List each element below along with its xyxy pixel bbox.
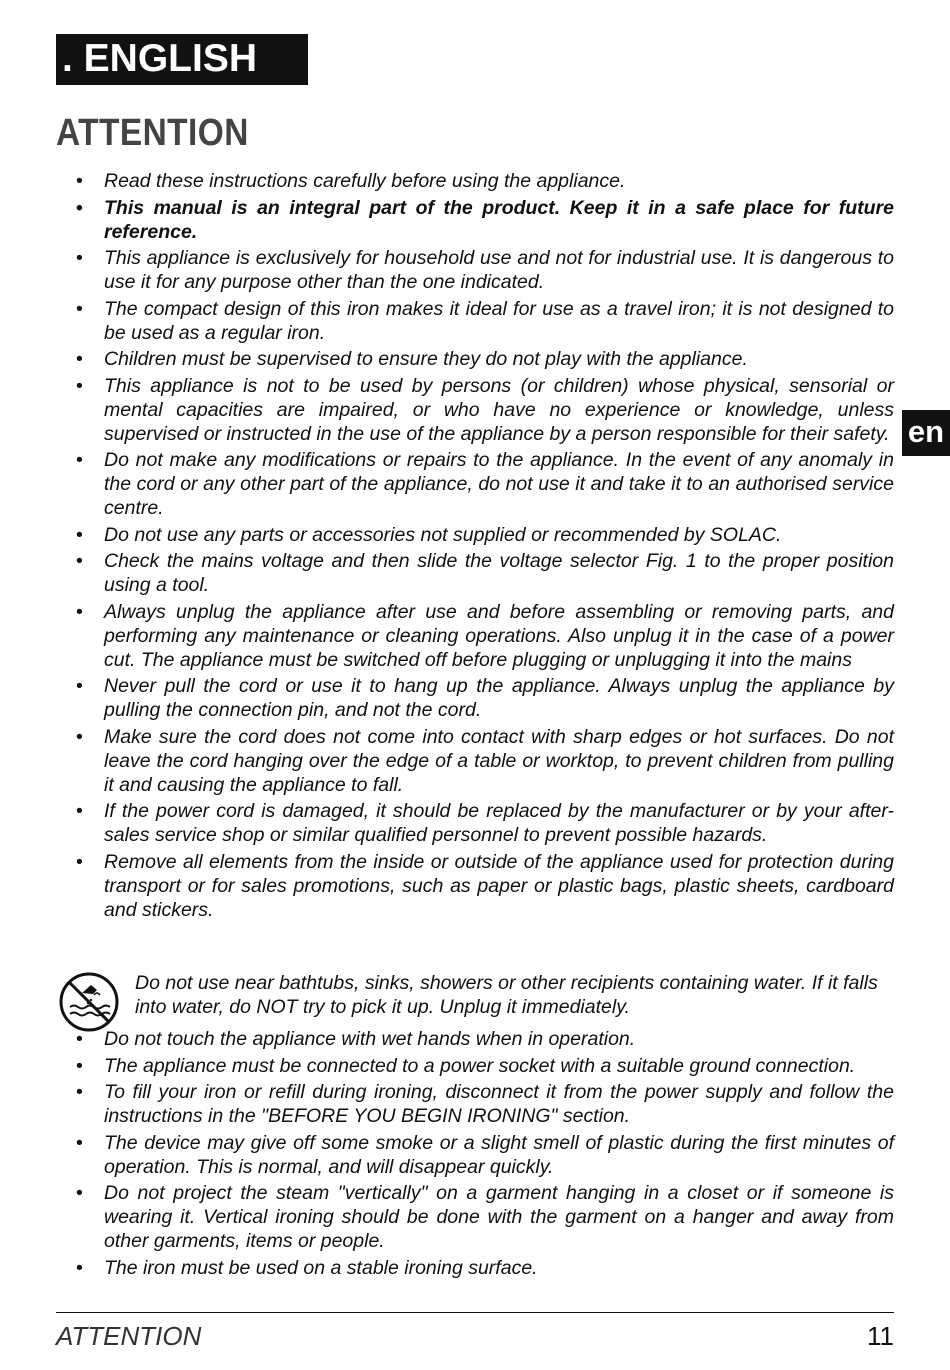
page-number: 11 xyxy=(867,1321,894,1351)
warning-text: Do not use near bathtubs, sinks, showers or other recipients containing water. If it falls into water, do NOT try to pick it up. Unplug it immediately. xyxy=(135,972,878,1018)
warnings-list-secondary xyxy=(76,1027,894,1282)
list-item: • Do not make any modifications or repairs to the appliance. In the event of any anomaly in the cord or any other part of the appliance, do not use it and take it to an authorised service centre. xyxy=(76,448,894,520)
list-item: • Do not touch the appliance with wet hands when in operation. xyxy=(76,1027,894,1051)
warnings-list-main xyxy=(76,169,894,924)
list-item: • The iron must be used on a stable ironing surface. xyxy=(76,1256,894,1280)
list-item: • If the power cord is damaged, it should be replaced by the manufacturer or by your after-sales service shop or similar qualified personnel to prevent possible hazards. xyxy=(76,799,894,847)
no-water-icon xyxy=(58,971,120,1033)
list-item: • The appliance must be connected to a power socket with a suitable ground connection. xyxy=(76,1054,894,1078)
list-item: • Never pull the cord or use it to hang up the appliance. Always unplug the appliance by pulling the connection pin, and not the cord. xyxy=(76,674,894,722)
list-item: • Remove all elements from the inside or outside of the appliance used for protection during transport or for sales promotions, such as paper or plastic bags, plastic sheets, cardboard and stickers. xyxy=(76,850,894,922)
list-item: • Check the mains voltage and then slide the voltage selector Fig. 1 to the proper position using a tool. xyxy=(76,549,894,597)
list-item: • This appliance is exclusively for household use and not for industrial use. It is dangerous to use it for any purpose other than the one indicated. xyxy=(76,246,894,294)
list-item: • The device may give off some smoke or a slight smell of plastic during the first minutes of operation. This is normal, and will disappear quickly. xyxy=(76,1131,894,1179)
footer-divider xyxy=(56,1312,894,1313)
list-item: • To fill your iron or refill during ironing, disconnect it from the power supply and follow the instructions in the "BEFORE YOU BEGIN IRONING" section. xyxy=(76,1080,894,1128)
page-heading: ATTENTION xyxy=(56,112,249,154)
list-item: • Children must be supervised to ensure they do not play with the appliance. xyxy=(76,347,894,371)
footer-title: ATTENTION xyxy=(56,1321,202,1351)
list-item: • Always unplug the appliance after use and before assembling or removing parts, and performing any maintenance or cleaning operations. Also unplug it in the case of a power cut. The appliance must be switched off before plugging or unplugging it into the mains xyxy=(76,600,894,672)
list-item: • Read these instructions carefully before using the appliance. xyxy=(76,169,894,193)
list-item: • This appliance is not to be used by persons (or children) whose physical, sensorial or mental capacities are impaired, or who have no experience or knowledge, unless supervised or instructed in the use of the appliance by a person responsible for their safety. xyxy=(76,374,894,446)
section-title-banner: . ENGLISH xyxy=(56,34,308,85)
list-item: • Do not project the steam "vertically" on a garment hanging in a closet or if someone is wearing it. Vertical ironing should be done with the garment on a hanger and away from other garments, items or people. xyxy=(76,1181,894,1253)
list-item: • Make sure the cord does not come into contact with sharp edges or hot surfaces. Do not leave the cord hanging over the edge of a table or worktop, to prevent children from pulling it and causing the appliance to fall. xyxy=(76,725,894,797)
list-item: • The compact design of this iron makes it ideal for use as a travel iron; it is not designed to be used as a regular iron. xyxy=(76,297,894,345)
list-item: • Do not use any parts or accessories not supplied or recommended by SOLAC. xyxy=(76,523,894,547)
language-tab: en xyxy=(902,410,950,456)
list-item: • This manual is an integral part of the product. Keep it in a safe place for future reference. xyxy=(76,196,894,244)
